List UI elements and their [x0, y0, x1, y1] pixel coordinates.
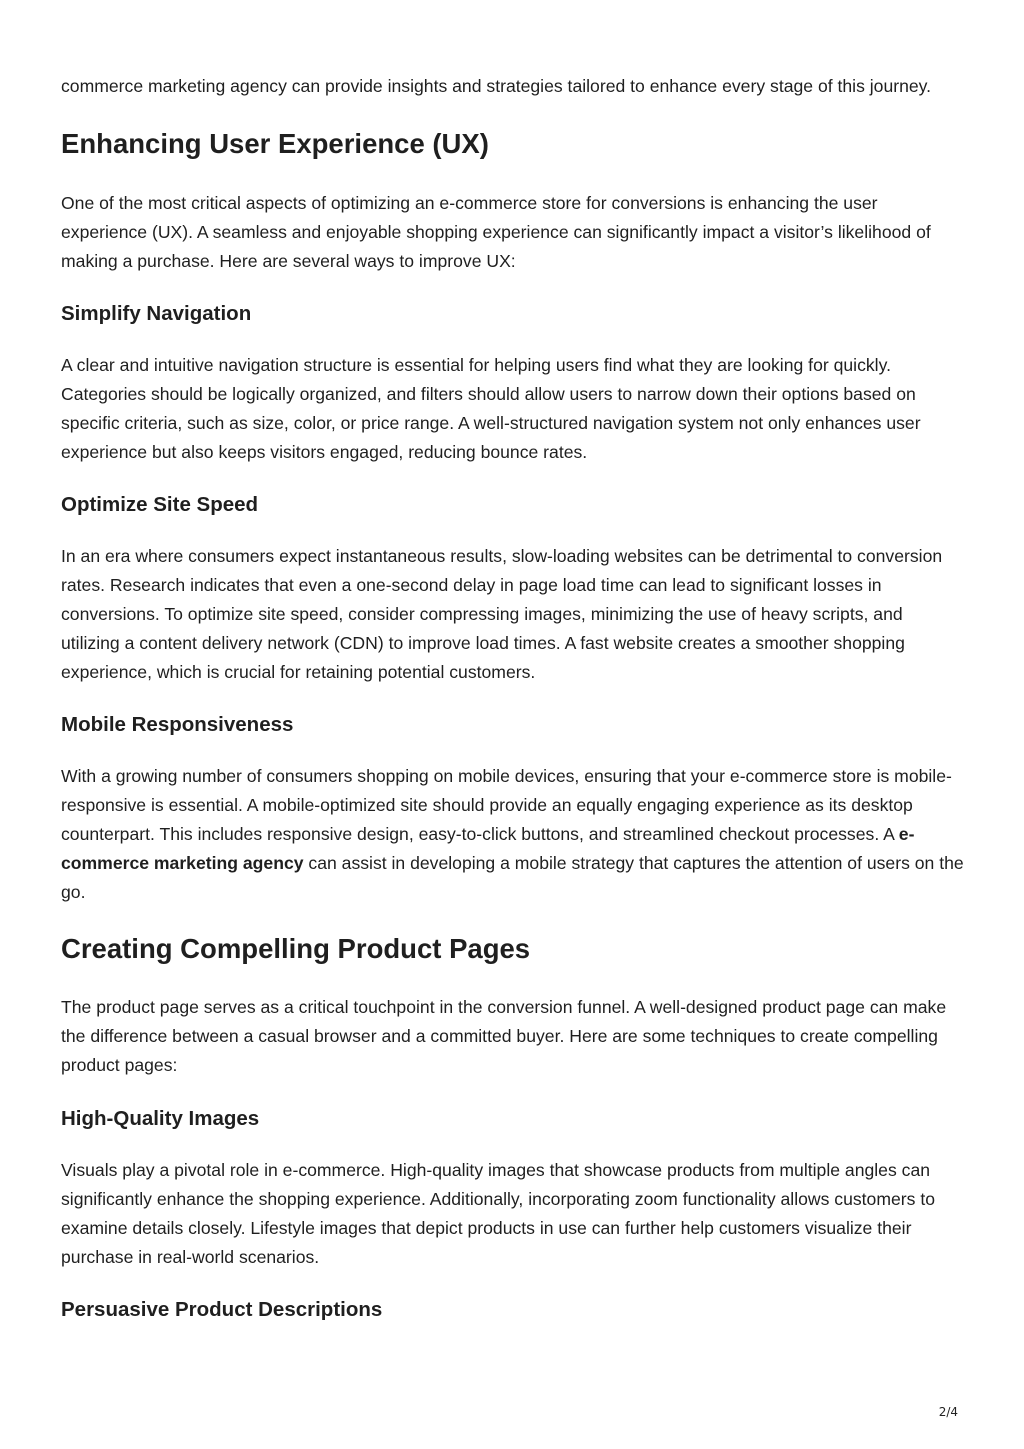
ux-paragraph: One of the most critical aspects of optimizing an e-commerce store for conversions is enhancing the user experience (UX). A seamless and enjoyable shopping experience can significantly impact a visitor’s likelihood of making a purchase. Here are several ways to improve UX: — [61, 193, 931, 271]
intro-paragraph: commerce marketing agency can provide insights and strategies tailored to enhance every stage of this journey. — [61, 76, 932, 96]
images-paragraph: Visuals play a pivotal role in e-commerce. High-quality images that showcase products from multiple angles can significantly enhance the shopping experience. Additionally, incorporating zoom functionality allows customers to examine details closely. Lifestyle images that depict products in use can further help customers visualize their purchase in real-world scenarios. — [61, 1160, 935, 1267]
descriptions-subheading: Persuasive Product Descriptions — [61, 1298, 383, 1321]
navigation-subheading: Simplify Navigation — [61, 302, 252, 325]
navigation-paragraph: A clear and intuitive navigation structure is essential for helping users find what they are looking for quickly. Categories should be logically organized, and filters should allow users to narrow down their options based on specific criteria, such as size, color, or price range. A well-structured navigation system not only enhances user experience but also keeps visitors engaged, reducing bounce rates. — [61, 355, 921, 462]
document-page — [61, 0, 966, 1323]
images-subheading: High-Quality Images — [61, 1107, 260, 1130]
ux-section-heading: Enhancing User Experience (UX) — [61, 128, 489, 159]
mobile-paragraph-text-end: can assist in developing a mobile strategy that captures the attention of users on the go. — [61, 853, 964, 902]
product-pages-section-heading: Creating Compelling Product Pages — [61, 933, 531, 964]
page-number: 2/4 — [938, 1405, 958, 1419]
site-speed-paragraph: In an era where consumers expect instantaneous results, slow-loading websites can be detrimental to conversion rates. Research indicates that even a one-second delay in page load time can lead to significant losses in conversions. To optimize site speed, consider compressing images, minimizing the use of heavy scripts, and utilizing a content delivery network (CDN) to improve load times. A fast website creates a smoother shopping experience, which is crucial for retaining potential customers. — [61, 546, 943, 682]
site-speed-subheading: Optimize Site Speed — [61, 493, 259, 516]
mobile-paragraph-text-start: With a growing number of consumers shopping on mobile devices, ensuring that your e-commerce store is mobile-responsive is essential. A mobile-optimized site should provide an equally engaging experience as its desktop counterpart. This includes responsive design, easy-to-click buttons, and streamlined checkout processes. A — [61, 766, 952, 844]
agency-bold-phrase: e-commerce marketing agency — [61, 824, 915, 873]
mobile-subheading: Mobile Responsiveness — [61, 713, 294, 736]
mobile-paragraph — [61, 762, 966, 907]
product-pages-paragraph: The product page serves as a critical touchpoint in the conversion funnel. A well-designed product page can make the difference between a casual browser and a committed buyer. Here are some techniques to create compelling product pages: — [61, 997, 947, 1075]
